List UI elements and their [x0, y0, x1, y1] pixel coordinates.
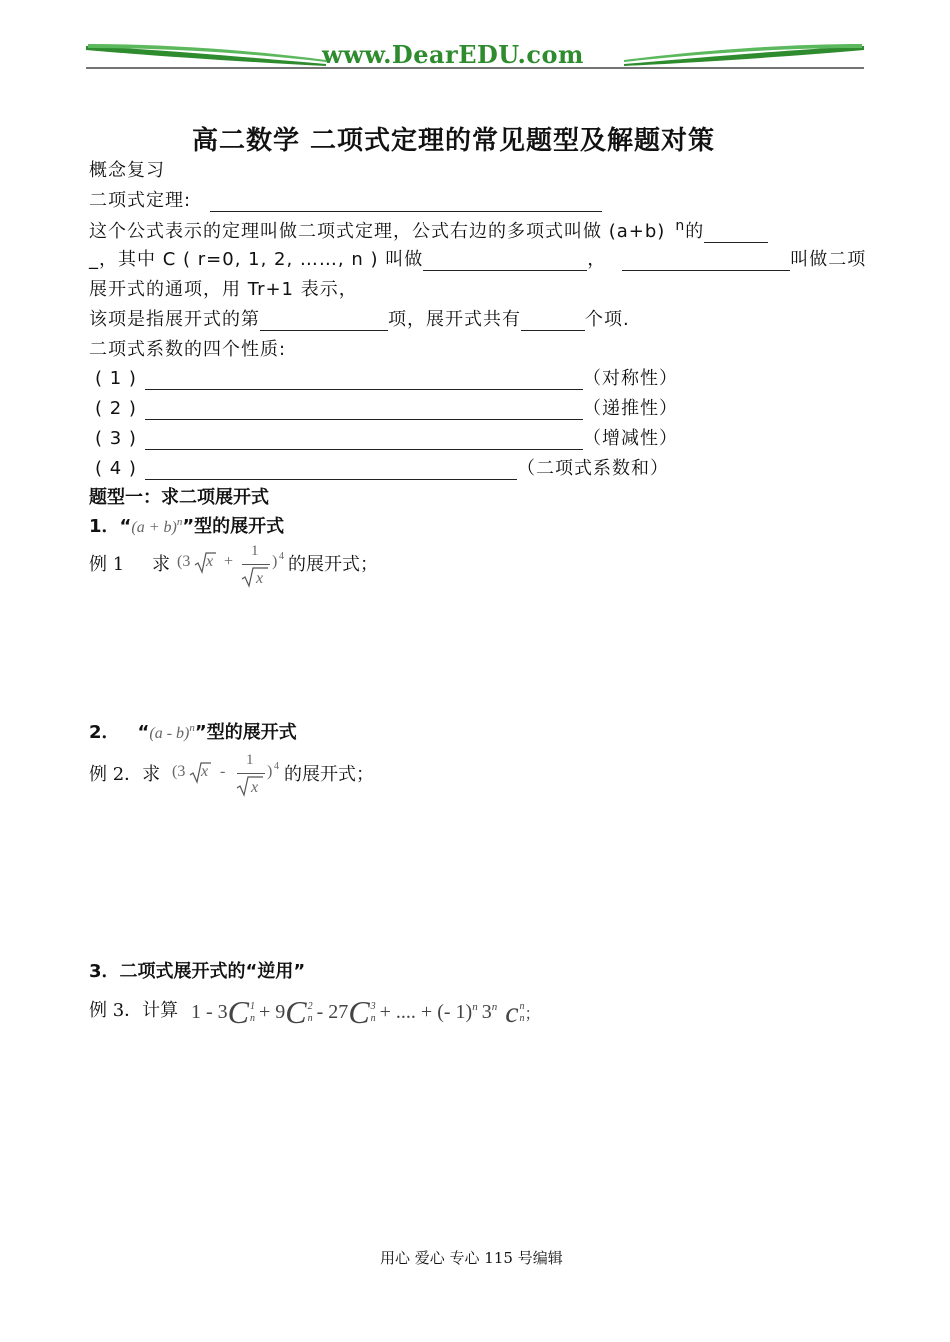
section1-num: 1．	[89, 516, 120, 537]
example2-denominator-sqrt-icon	[236, 775, 264, 799]
para4-blank2	[521, 312, 585, 331]
property-num: ( 1 )	[95, 368, 137, 389]
section2-exp: n	[189, 722, 195, 734]
example1-fraction-bar	[242, 564, 270, 565]
para1-text: 这个公式表示的定理叫做二项式定理，公式右边的多项式叫做 (a+b)	[89, 221, 666, 242]
para4-tail: 个项.	[585, 309, 630, 330]
property-name: （递推性）	[582, 398, 678, 419]
formula-indices	[250, 1001, 255, 1025]
formula-sup: 3	[370, 1000, 376, 1012]
section1-formula: (a + b)	[131, 519, 177, 536]
formula-sup: n	[519, 1000, 525, 1012]
para2-blank2	[622, 252, 790, 271]
para1-line	[89, 217, 768, 243]
example1-denominator-sqrt-icon	[241, 566, 269, 590]
example1-open: (3	[177, 553, 191, 570]
example1-denominator-x: x	[256, 570, 264, 587]
page-footer: 用心 爱心 专心 115 号编辑	[380, 1249, 563, 1267]
theorem-blank	[210, 193, 602, 212]
example1-numerator: 1	[251, 543, 259, 559]
section2-quote-close: ”型的展开式	[194, 722, 297, 743]
property-name: （二项式系数和）	[516, 458, 669, 479]
section2-formula: (a - b)	[149, 725, 190, 742]
para2-tail: 叫做二项	[790, 249, 867, 270]
formula-c: C	[227, 994, 250, 1030]
example2-numerator: 1	[246, 752, 254, 768]
property-num: ( 2 )	[95, 398, 137, 419]
property-blank	[145, 431, 583, 450]
property-blank	[145, 371, 583, 390]
property-2	[95, 394, 678, 420]
page-title: 高二数学 二项式定理的常见题型及解题对策	[192, 126, 716, 156]
example1-x: x	[206, 553, 214, 570]
para2-line	[89, 245, 866, 271]
section1-quote-open: “	[119, 516, 132, 537]
formula-sub: n	[250, 1012, 256, 1024]
example3-formula	[191, 994, 541, 1038]
example2-fraction-bar	[237, 773, 265, 774]
formula-indices	[371, 1001, 376, 1025]
formula-c: C	[348, 994, 370, 1030]
formula-sup: 1	[250, 1000, 256, 1012]
para4-line	[89, 305, 630, 331]
property-name: （增减性）	[582, 428, 678, 449]
section1-quote-close: ”型的展开式	[182, 516, 285, 537]
example3-label: 例 3．计算	[89, 1000, 179, 1021]
formula-sub: n	[519, 1012, 525, 1024]
theorem-label: 二项式定理:	[89, 190, 192, 211]
example1-suffix: 的展开式；	[288, 554, 378, 575]
section2-quote-open: “	[137, 722, 150, 743]
example2-minus: -	[220, 763, 226, 780]
type1-heading: 题型一：求二项展开式	[89, 487, 269, 508]
example2-x: x	[201, 763, 209, 780]
example1-plus: +	[224, 553, 234, 570]
site-logo: www.DearEDU.com	[322, 40, 584, 69]
formula-sup: 2	[307, 1000, 313, 1012]
section3-heading: 3．二项式展开式的“逆用”	[89, 961, 306, 982]
section1-exp: n	[176, 516, 183, 528]
property-num: ( 3 )	[95, 428, 137, 449]
example2-close: )	[267, 763, 273, 780]
property-name: （对称性）	[582, 368, 678, 389]
para3-line: 展开式的通项，用 Tr+1 表示，	[89, 279, 358, 300]
para4-text: 该项是指展开式的第	[89, 309, 260, 330]
formula-term: - 27	[316, 1001, 349, 1023]
formula-term: 3	[481, 1001, 492, 1023]
section1-heading	[89, 512, 284, 538]
formula-exp: n	[491, 1000, 498, 1013]
section2-num: 2．	[89, 722, 120, 743]
formula-term: + 9	[259, 1001, 286, 1023]
formula-term: 1 - 3	[191, 1001, 228, 1023]
example1-close: )	[272, 553, 278, 570]
example2-denominator-x: x	[251, 779, 259, 796]
para1-blank	[704, 224, 768, 243]
props-heading: 二项式系数的四个性质:	[89, 339, 287, 360]
property-num: ( 4 )	[95, 458, 137, 479]
theorem-line	[89, 186, 602, 212]
para4-blank1	[260, 312, 388, 331]
para2-comma: ，	[587, 249, 607, 270]
para4-mid: 项，展开式共有	[388, 309, 521, 330]
formula-term: + .... + (- 1)	[379, 1001, 473, 1023]
property-4	[95, 454, 669, 480]
example1-prefix: 求	[152, 554, 170, 575]
property-blank	[145, 461, 517, 480]
para2-text: _，其中 C ( r=0, 1, 2, ……, n ) 叫做	[89, 249, 424, 270]
example2-open: (3	[172, 763, 186, 780]
example2-suffix: 的展开式；	[284, 764, 374, 785]
formula-c: C	[285, 994, 307, 1030]
example1-label: 例 1	[89, 554, 125, 575]
formula-end: ；	[524, 1006, 541, 1023]
example2-exp: 4	[274, 761, 279, 772]
formula-indices	[308, 1001, 313, 1025]
property-1	[95, 364, 678, 390]
example2-label: 例 2．求	[89, 764, 161, 785]
formula-exp: n	[472, 1000, 478, 1013]
formula-sub: n	[370, 1012, 376, 1024]
para1-exp: n	[675, 218, 686, 234]
property-3	[95, 424, 678, 450]
section2-heading	[89, 718, 297, 744]
review-heading: 概念复习	[89, 160, 165, 181]
para2-blank1	[423, 252, 587, 271]
property-blank	[145, 401, 583, 420]
para1-tail: 的	[685, 221, 705, 242]
formula-c-small: c	[505, 995, 519, 1029]
example1-exp: 4	[279, 551, 284, 562]
formula-sub: n	[307, 1012, 313, 1024]
